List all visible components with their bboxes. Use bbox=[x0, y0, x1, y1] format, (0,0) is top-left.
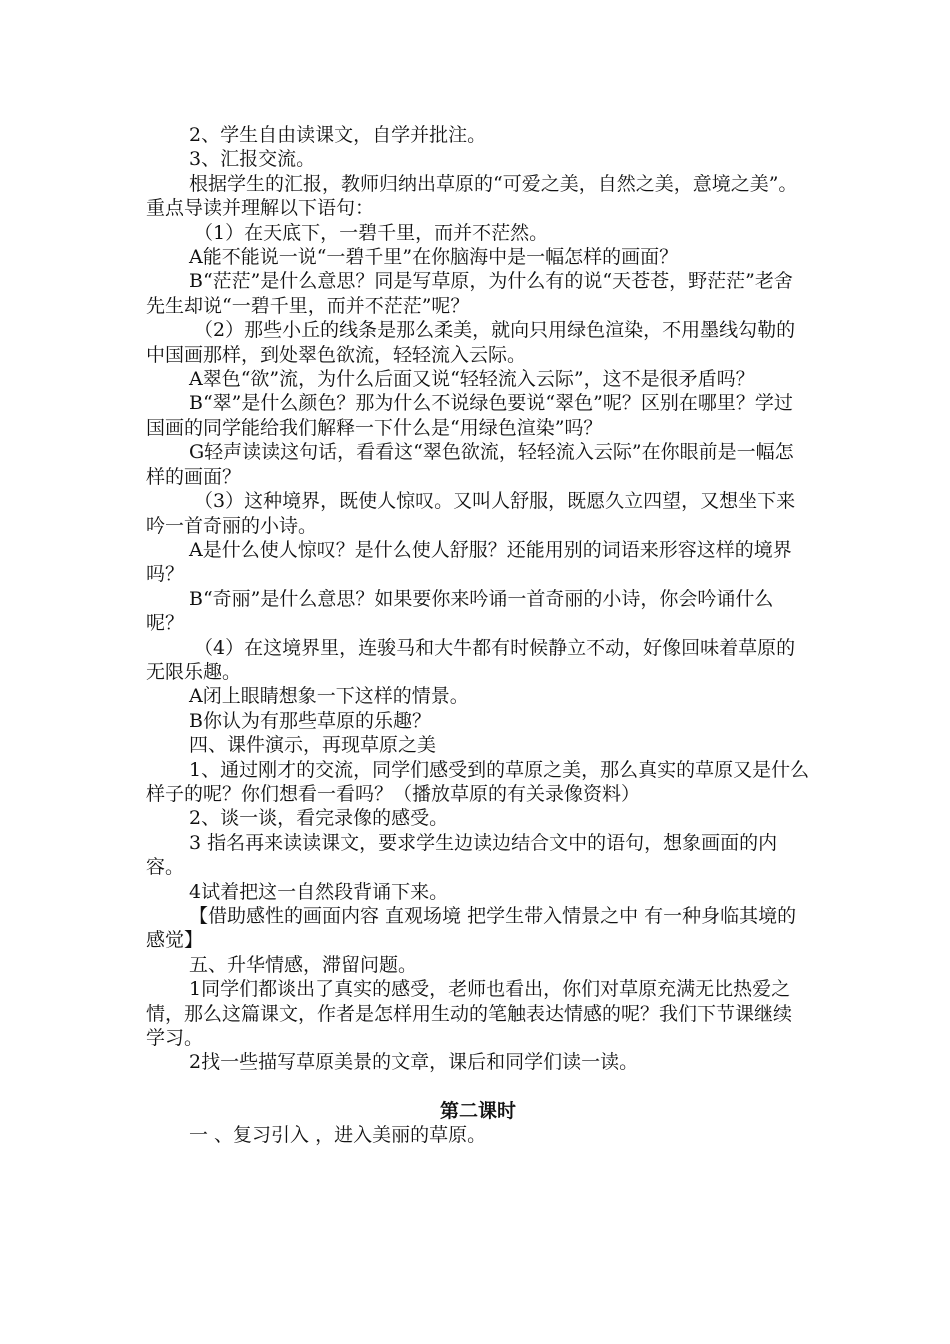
paragraph: 3、汇报交流。 bbox=[189, 148, 316, 171]
section-heading: 四、课件演示，再现草原之美 bbox=[189, 734, 437, 757]
paragraph: A能不能说一说“一碧千里”在你脑海中是一幅怎样的画面？ bbox=[189, 246, 679, 269]
paragraph: A翠色“欲”流，为什么后面又说“轻轻流入云际”，这不是很矛盾吗？ bbox=[189, 368, 755, 391]
lesson-title: 第二课时 bbox=[439, 1099, 516, 1122]
paragraph: 3 指名再来读读课文，要求学生边读边结合文中的语句，想象画面的内容。 bbox=[146, 831, 778, 879]
paragraph: A闭上眼睛想象一下这样的情景。 bbox=[189, 685, 469, 708]
paragraph: G轻声读读这句话，看看这“翠色欲流，轻轻流入云际”在你眼前是一幅怎样的画面？ bbox=[146, 441, 794, 488]
section-heading: 五、升华情感，滞留问题。 bbox=[189, 953, 418, 976]
paragraph: （1）在天底下，一碧千里，而并不茫然。 bbox=[194, 221, 549, 244]
paragraph: B“翠”是什么颜色？那为什么不说绿色要说“翠色”呢？区别在哪里？学过国画的同学能给我们解释一下什么是“用绿色渲染”吗？ bbox=[146, 392, 793, 439]
paragraph: （4）在这境界里，连骏马和大牛都有时候静立不动，好像回味着草原的无限乐趣。 bbox=[146, 636, 796, 683]
paragraph: 2找一些描写草原美景的文章，课后和同学们读一读。 bbox=[189, 1051, 639, 1074]
paragraph: B“茫茫”是什么意思？同是写草原，为什么有的说“天苍苍，野茫茫”老舍先生却说“一碧千里，而并不茫茫”呢？ bbox=[146, 270, 793, 317]
paragraph: 4试着把这一自然段背诵下来。 bbox=[189, 880, 449, 903]
paragraph: （2）那些小丘的线条是那么柔美，就向只用绿色渲染，不用墨线勾勒的中国画那样，到处翠色欲流，轻轻流入云际。 bbox=[146, 319, 796, 366]
section-heading: 一 、复习引入 ，进入美丽的草原。 bbox=[189, 1124, 487, 1147]
annotation-note: 【借助感性的画面内容 直观场境 把学生带入情景之中 有一种身临其境的感觉】 bbox=[146, 905, 797, 952]
paragraph: B你认为有那些草原的乐趣？ bbox=[189, 709, 431, 732]
paragraph: 1、通过刚才的交流，同学们感受到的草原之美，那么真实的草原又是什么样子的呢？你们想看一看吗？（播放草原的有关录像资料） bbox=[146, 758, 810, 805]
paragraph: （3）这种境界，既使人惊叹。又叫人舒服，既愿久立四望，又想坐下来吟一首奇丽的小诗。 bbox=[146, 490, 796, 537]
spacer bbox=[146, 1075, 810, 1099]
paragraph: 1同学们都谈出了真实的感受，老师也看出，你们对草原充满无比热爱之情，那么这篇课文，作者是怎样用生动的笔触表达情感的呢？我们下节课继续学习。 bbox=[146, 978, 793, 1050]
paragraph: A是什么使人惊叹？是什么使人舒服？还能用别的词语来形容这样的境界吗？ bbox=[146, 538, 792, 586]
paragraph: 根据学生的汇报，教师归纳出草原的“可爱之美，自然之美，意境之美”。重点导读并理解以下语句： bbox=[146, 172, 798, 220]
paragraph: B“奇丽”是什么意思？如果要你来吟诵一首奇丽的小诗，你会吟诵什么呢？ bbox=[146, 587, 774, 635]
paragraph: 2、学生自由读课文，自学并批注。 bbox=[189, 124, 487, 146]
paragraph: 2、谈一谈，看完录像的感受。 bbox=[189, 807, 449, 830]
document-body bbox=[146, 123, 810, 1148]
